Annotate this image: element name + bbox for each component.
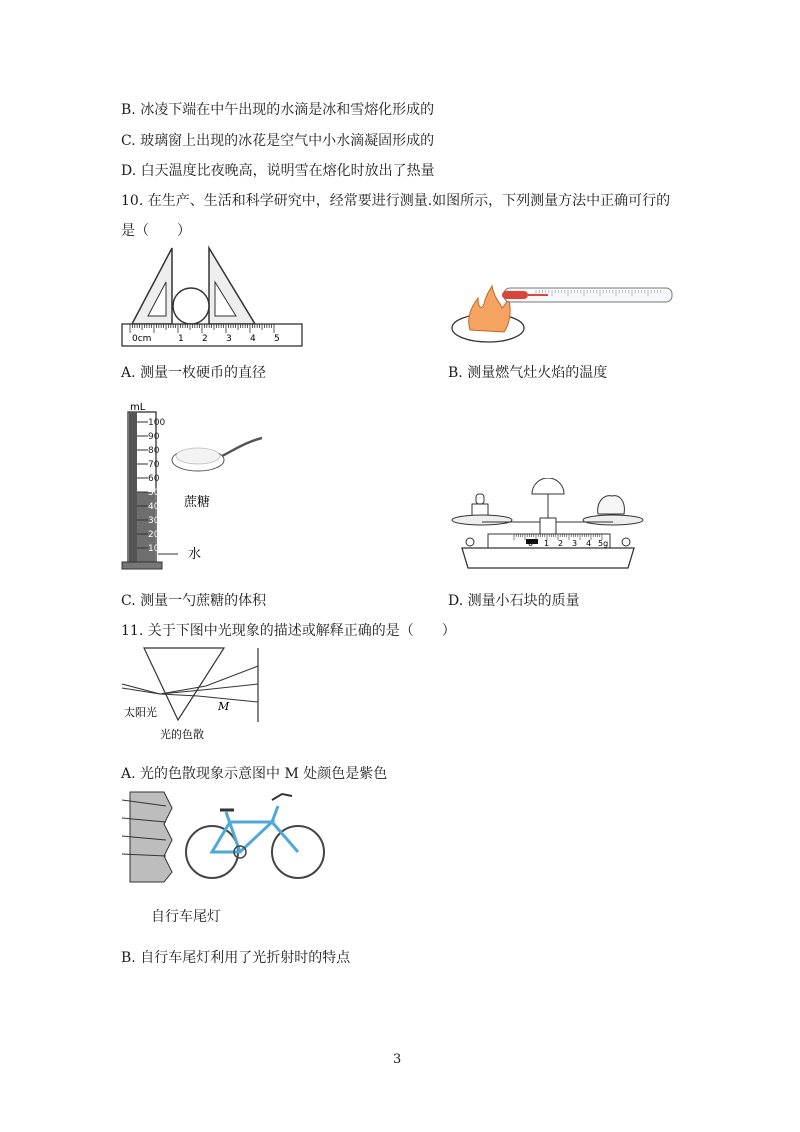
stone [598, 496, 625, 514]
ruler-tick-1: 1 [178, 334, 184, 344]
scale-tick-0: 0 [528, 539, 534, 548]
scale-tick-3: 3 [572, 539, 578, 548]
scale-tick-4: 4 [586, 539, 592, 548]
cylinder-tick-label: 70 [148, 460, 160, 470]
cylinder-tick-label: 40 [148, 502, 160, 512]
flame-thermometer-figure [448, 280, 678, 350]
bike-caption: 自行车尾灯 [151, 909, 221, 925]
cylinder-tick-label: 60 [148, 474, 160, 484]
q9-option-c: C. 玻璃窗上出现的冰花是空气中小水滴凝固形成的 [121, 133, 435, 149]
coin [173, 288, 209, 324]
q10-stem-line2: 是（ ） [121, 223, 191, 239]
ruler-tick-2: 2 [202, 334, 208, 344]
cylinder-sugar-figure [118, 392, 278, 574]
q11-option-b: B. 自行车尾灯利用了光折射时的特点 [121, 950, 351, 966]
water-label: 水 [188, 547, 202, 562]
ruler-tick-3: 3 [226, 334, 232, 344]
balance-scale-figure [448, 478, 648, 574]
cylinder-tick-label: 30 [148, 516, 160, 526]
cylinder-tick-label: 100 [148, 418, 166, 428]
scale-base [462, 548, 634, 568]
page-number: 3 [393, 1052, 402, 1067]
ruler-tick-0: 0cm [132, 334, 152, 344]
scale-tick-1: 1 [544, 539, 550, 548]
q10-option-d: D. 测量小石块的质量 [448, 593, 580, 609]
cylinder-tick-label: 50 [148, 488, 160, 498]
cylinder-tick-label: 20 [148, 530, 160, 540]
q9-option-b: B. 冰凌下端在中午出现的水滴是冰和雪熔化形成的 [121, 102, 435, 118]
spoon-handle [222, 438, 262, 456]
scale-tick-5: 5g [598, 539, 609, 548]
q10-stem-line1: 10. 在生产、生活和科学研究中，经常要进行测量.如图所示，下列测量方法中正确可行的 [121, 193, 671, 209]
q10-option-b: B. 测量燃气灶火焰的温度 [448, 365, 608, 381]
cylinder-tick-label: 80 [148, 446, 160, 456]
cylinder-tick-label: 10 [148, 544, 160, 554]
dispersion-caption: 光的色散 [160, 728, 204, 741]
right-pan [583, 515, 643, 525]
q11-option-a: A. 光的色散现象示意图中 M 处颜色是紫色 [121, 766, 388, 782]
sugar-label: 蔗糖 [184, 495, 211, 510]
dispersion-figure [120, 646, 270, 742]
cylinder-tick-label: 90 [148, 432, 160, 442]
left-pan [452, 515, 512, 525]
q10-option-a: A. 测量一枚硬币的直径 [121, 365, 267, 381]
m-label: M [218, 700, 230, 713]
scale-tick-2: 2 [558, 539, 564, 548]
coin-diameter-figure [120, 244, 305, 349]
cylinder-unit: mL [130, 402, 146, 413]
ruler-tick-5: 5 [274, 334, 280, 344]
q9-option-d: D. 白天温度比夜晚高，说明雪在熔化时放出了热量 [121, 163, 435, 179]
sunlight-label: 太阳光 [124, 706, 157, 719]
ruler-tick-4: 4 [250, 334, 256, 344]
q11-stem: 11. 关于下图中光现象的描述或解释正确的是（ ） [121, 623, 456, 639]
bike-figure [122, 786, 332, 886]
q10-option-c: C. 测量一勺蔗糖的体积 [121, 593, 267, 609]
